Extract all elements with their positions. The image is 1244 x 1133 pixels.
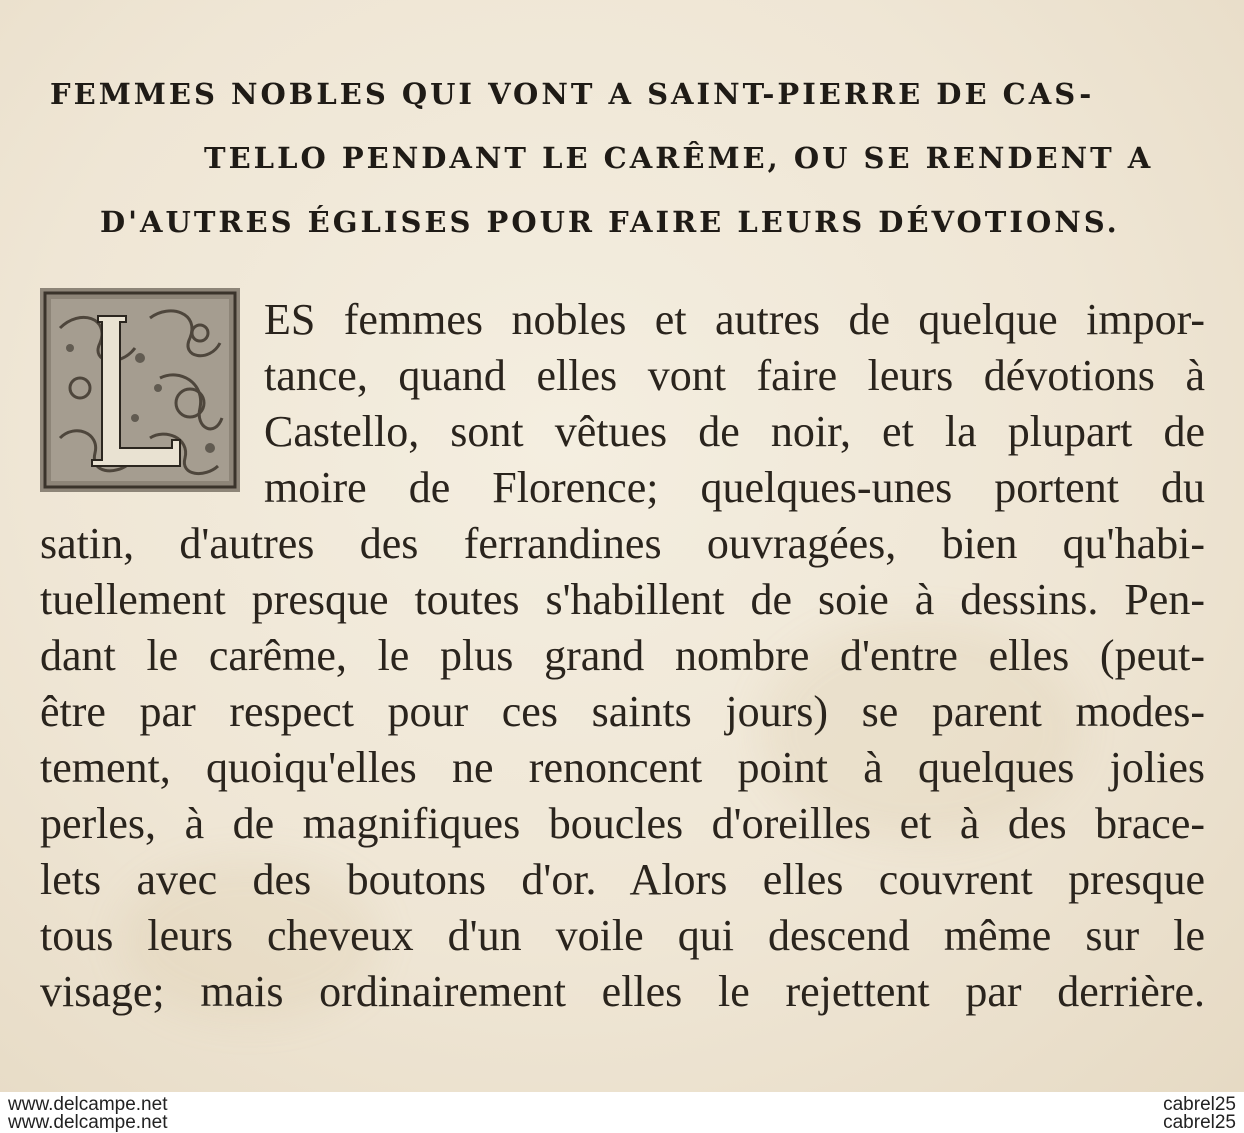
text-line: tance, quand elles vont faire leurs dévotions à — [264, 351, 1205, 400]
text-line: moire de Florence; quelques-unes portent du — [264, 463, 1205, 512]
section-heading — [50, 62, 1200, 254]
text-line: être par respect pour ces saints jours) se parent modes- — [40, 687, 1205, 736]
heading-line: FEMMES NOBLES QUI VONT A SAINT-PIERRE DE CAS- — [50, 77, 1095, 111]
watermark-seller-text: cabrel25 — [1163, 1112, 1236, 1133]
text-line: tous leurs cheveux d'un voile qui descend même sur le — [40, 911, 1205, 960]
text-line: lets avec des boutons d'or. Alors elles couvrent presque — [40, 855, 1205, 904]
text-line: perles, à de magnifiques boucles d'oreilles et à des brace- — [40, 799, 1205, 848]
text-line: visage; mais ordinairement elles le rejettent par derrière. — [40, 967, 1205, 1016]
body-paragraph — [40, 292, 1205, 1020]
watermark-site-text: www.delcampe.net — [8, 1112, 168, 1133]
watermark-footer — [0, 1092, 1244, 1132]
text-line: ES femmes nobles et autres de quelque impor- — [264, 295, 1205, 344]
text-line: tuellement presque toutes s'habillent de soie à dessins. Pen- — [40, 575, 1205, 624]
text-line: dant le carême, le plus grand nombre d'entre elles (peut- — [40, 631, 1205, 680]
watermark-site-text: www.delcampe.net — [8, 1094, 168, 1115]
watermark-seller-text: cabrel25 — [1163, 1094, 1236, 1115]
text-line: satin, d'autres des ferrandines ouvragées, bien qu'habi- — [40, 519, 1205, 568]
text-line: tement, quoiqu'elles ne renoncent point à quelques jolies — [40, 743, 1205, 792]
heading-line: TELLO PENDANT LE CARÊME, OU SE RENDENT A — [204, 141, 1154, 175]
heading-line: D'AUTRES ÉGLISES POUR FAIRE LEURS DÉVOTIONS. — [100, 205, 1120, 239]
text-line: Castello, sont vêtues de noir, et la plupart de — [264, 407, 1205, 456]
